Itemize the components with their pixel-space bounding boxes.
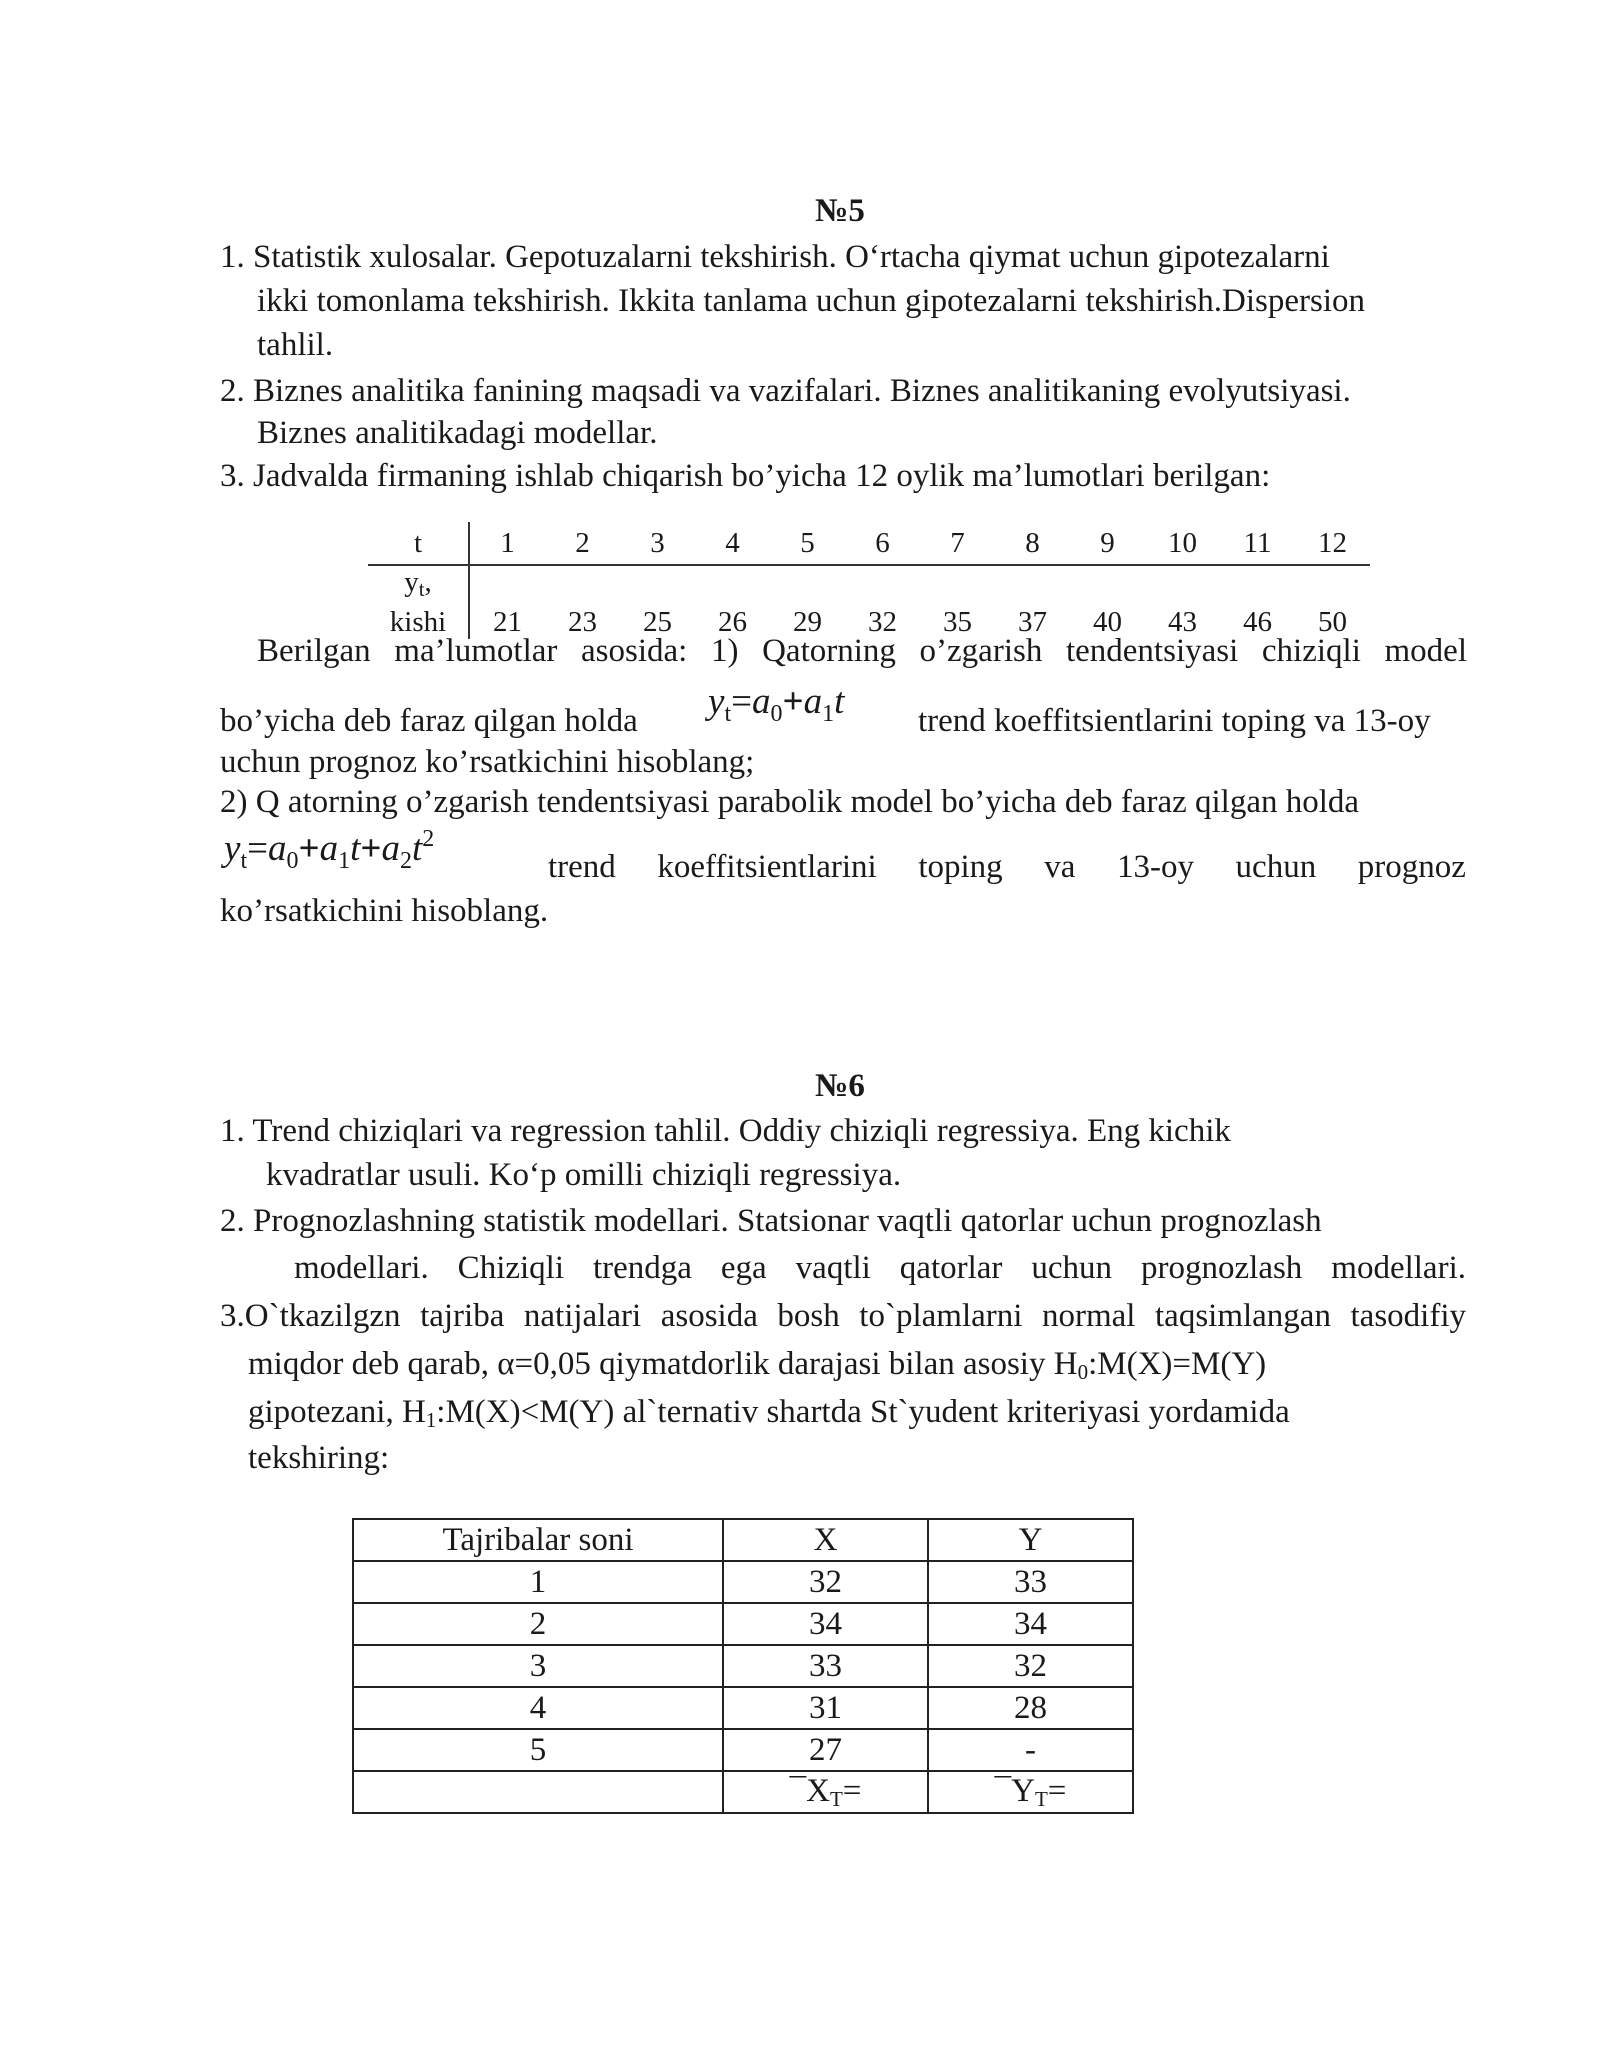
y-cell: 23 (568, 606, 597, 638)
y-cell: 29 (793, 606, 822, 638)
mean-x-label: ¯X (789, 1772, 830, 1809)
table-cell: 31 (723, 1687, 928, 1729)
y-cell: 21 (493, 606, 522, 638)
h1-sub: 1 (425, 1408, 437, 1432)
table-cell: 3 (353, 1645, 723, 1687)
f2-plus2: + (360, 828, 382, 869)
s5-para1-line3: uchun prognoz ko’rsatkichini hisoblang; (220, 744, 755, 780)
word: va (1044, 849, 1076, 885)
s6-item1-line1: 1. Trend chiziqlari va regression tahlil. Oddiy chiziqli regressiya. Eng kichik (220, 1113, 1231, 1149)
word: trend (548, 849, 616, 885)
f2-s0: 0 (286, 848, 299, 874)
word: prognoz (1357, 849, 1466, 885)
mean-x-sub: T (829, 1786, 843, 1811)
s6-item3-line2 (248, 1346, 1266, 1385)
t-cell: 1 (469, 522, 545, 565)
f2-eq: = (247, 828, 268, 869)
y-label-unit: kishi (389, 606, 447, 638)
mean-x-eq: = (842, 1772, 862, 1809)
y-cell: 40 (1093, 606, 1122, 638)
table-cell: 2 (353, 1603, 723, 1645)
mean-x-cell (723, 1771, 928, 1813)
s5-para2-line3: ko’rsatkichini hisoblang. (220, 893, 549, 929)
table-cell: 32 (928, 1645, 1133, 1687)
f2-t1: t (350, 828, 361, 869)
table-row (353, 1561, 1133, 1603)
s5-para1-line2a: bo’yicha deb faraz qilgan holda (220, 703, 638, 739)
table-row (368, 522, 1370, 565)
table-row (353, 1687, 1133, 1729)
table-cell: 33 (928, 1561, 1133, 1603)
mean-y-cell (928, 1771, 1133, 1813)
formula-linear (708, 680, 844, 728)
word: 13-oy (1116, 849, 1194, 885)
s6-item3-line1: 3.O`tkazilgzn tajriba natijalari asosida bosh to`plamlarni normal taqsimlangan tasodifiy (220, 1298, 1466, 1334)
s5-item1-line3: tahlil. (257, 327, 334, 363)
table-cell: 5 (353, 1729, 723, 1771)
t-cell: 5 (770, 522, 845, 565)
table-row (353, 1771, 1133, 1813)
y-cell: 37 (1018, 606, 1047, 638)
s5-item1-line1: 1. Statistik xulosalar. Gepotuzalarni tekshirish. O‘rtacha qiymat uchun gipotezalarni (220, 239, 1330, 275)
f2-a0: a (267, 828, 287, 869)
s5-para2-line2 (548, 849, 1466, 886)
word: koeffitsientlarini (657, 849, 877, 885)
f1-eq: = (731, 681, 752, 722)
table-row (353, 1603, 1133, 1645)
t-cell: 10 (1145, 522, 1220, 565)
t-cell: 2 (545, 522, 620, 565)
y-cell: 35 (943, 606, 972, 638)
y-cell: 25 (643, 606, 672, 638)
table-cell: 27 (723, 1729, 928, 1771)
s6-item2-line2: modellari. Chiziqli trendga ega vaqtli qatorlar uchun prognozlash modellari. (294, 1250, 1466, 1286)
t-cell: 6 (845, 522, 920, 565)
table-row (353, 1519, 1133, 1561)
word: uchun (1235, 849, 1317, 885)
s5-item2-line2: Biznes analitikadagi modellar. (257, 415, 658, 451)
s5-para1-line1: Berilgan ma’lumotlar asosida: 1) Qatorning o’zgarish tendentsiyasi chiziqli model (257, 633, 1467, 669)
header-cell: Tajribalar soni (353, 1519, 723, 1561)
s6-item3-line2-text: miqdor deb qarab, α=0,05 qiymatdorlik darajasi bilan asosiy H (248, 1346, 1078, 1382)
s5-para2-line1: 2) Q atorning o’zgarish tendentsiyasi parabolik model bo’yicha deb faraz qilgan holda (220, 784, 1360, 820)
table-row (353, 1645, 1133, 1687)
experiment-table (352, 1518, 1134, 1814)
s6-item1-line2: kvadratlar usuli. Ko‘p omilli chiziqli regressiya. (266, 1157, 902, 1193)
f2-plus1: + (298, 828, 320, 869)
formula-parabolic (224, 826, 434, 875)
section-5-title: №5 (815, 193, 865, 229)
table-cell: 28 (928, 1687, 1133, 1729)
f2-tsub: t (240, 848, 248, 874)
word: toping (918, 849, 1003, 885)
h0-sub: 0 (1077, 1360, 1089, 1384)
y-cell: 26 (718, 606, 747, 638)
s6-item3-line3-text: gipotezani, H (248, 1394, 426, 1430)
table-cell (353, 1771, 723, 1813)
s6-item3-line3 (248, 1394, 1290, 1433)
s6-item3-line4: tekshiring: (248, 1440, 390, 1476)
t-cell: 7 (920, 522, 995, 565)
f1-plus: + (782, 681, 804, 722)
t-header: t (368, 522, 469, 565)
s6-item2-line1: 2. Prognozlashning statistik modellari. Statsionar vaqtli qatorlar uchun prognozlash (220, 1203, 1322, 1239)
table-cell: 1 (353, 1561, 723, 1603)
table-cell: - (928, 1729, 1133, 1771)
table-row (353, 1729, 1133, 1771)
f2-a2: a (381, 828, 400, 869)
f2-a1: a (319, 828, 339, 869)
f2-s2: 2 (399, 848, 412, 874)
y-cell: 50 (1318, 606, 1347, 638)
mean-y-eq: = (1047, 1772, 1067, 1809)
f1-a1: a (803, 681, 823, 722)
table-cell: 34 (928, 1603, 1133, 1645)
header-cell: Y (928, 1519, 1133, 1561)
section-6-title: №6 (815, 1068, 865, 1104)
f2-t2: t (411, 828, 423, 869)
table-cell: 32 (723, 1561, 928, 1603)
y-label-comma: , (424, 566, 432, 598)
table-cell: 33 (723, 1645, 928, 1687)
y-label: y (404, 566, 419, 598)
y-cell: 46 (1243, 606, 1272, 638)
table-row (368, 565, 1370, 639)
t-cell: 8 (995, 522, 1070, 565)
y-label-sub: t (418, 577, 425, 601)
s5-para1-line2b: trend koeffitsientlarini toping va 13-oy (918, 703, 1431, 739)
f1-y: y (708, 681, 725, 722)
t-cell: 11 (1220, 522, 1295, 565)
mean-y-sub: T (1034, 1786, 1048, 1811)
f2-s1: 1 (338, 848, 351, 874)
mean-y-label: ¯Y (994, 1772, 1035, 1809)
s5-item3-line1: 3. Jadvalda firmaning ishlab chiqarish bo’yicha 12 oylik ma’lumotlari berilgan: (220, 458, 1271, 494)
t-cell: 4 (695, 522, 770, 565)
t-cell: 12 (1295, 522, 1370, 565)
s6-item3-line3-end: :M(X)<M(Y) al`ternativ shartda St`yudent kriteriyasi yordamida (436, 1394, 1290, 1430)
s6-item3-line2-end: :M(X)=M(Y) (1088, 1346, 1267, 1382)
y-cell: 32 (868, 606, 897, 638)
f1-t: t (834, 681, 845, 722)
y-cell: 43 (1168, 606, 1197, 638)
t-cell: 3 (620, 522, 695, 565)
f1-s0: 0 (770, 701, 783, 727)
f1-s1: 1 (822, 701, 835, 727)
table-cell: 4 (353, 1687, 723, 1729)
f2-y: y (224, 828, 241, 869)
t-cell: 9 (1070, 522, 1145, 565)
f1-a0: a (751, 681, 771, 722)
s5-item1-line2: ikki tomonlama tekshirish. Ikkita tanlama uchun gipotezalarni tekshirish.Dispersion (257, 283, 1366, 319)
monthly-data-table (368, 522, 1370, 639)
table-cell: 34 (723, 1603, 928, 1645)
y-header (368, 565, 469, 639)
f1-tsub: t (724, 701, 732, 727)
s5-item2-line1: 2. Biznes analitika fanining maqsadi va vazifalari. Biznes analitikaning evolyutsiyasi. (220, 373, 1351, 409)
f2-sup: 2 (422, 826, 435, 852)
header-cell: X (723, 1519, 928, 1561)
